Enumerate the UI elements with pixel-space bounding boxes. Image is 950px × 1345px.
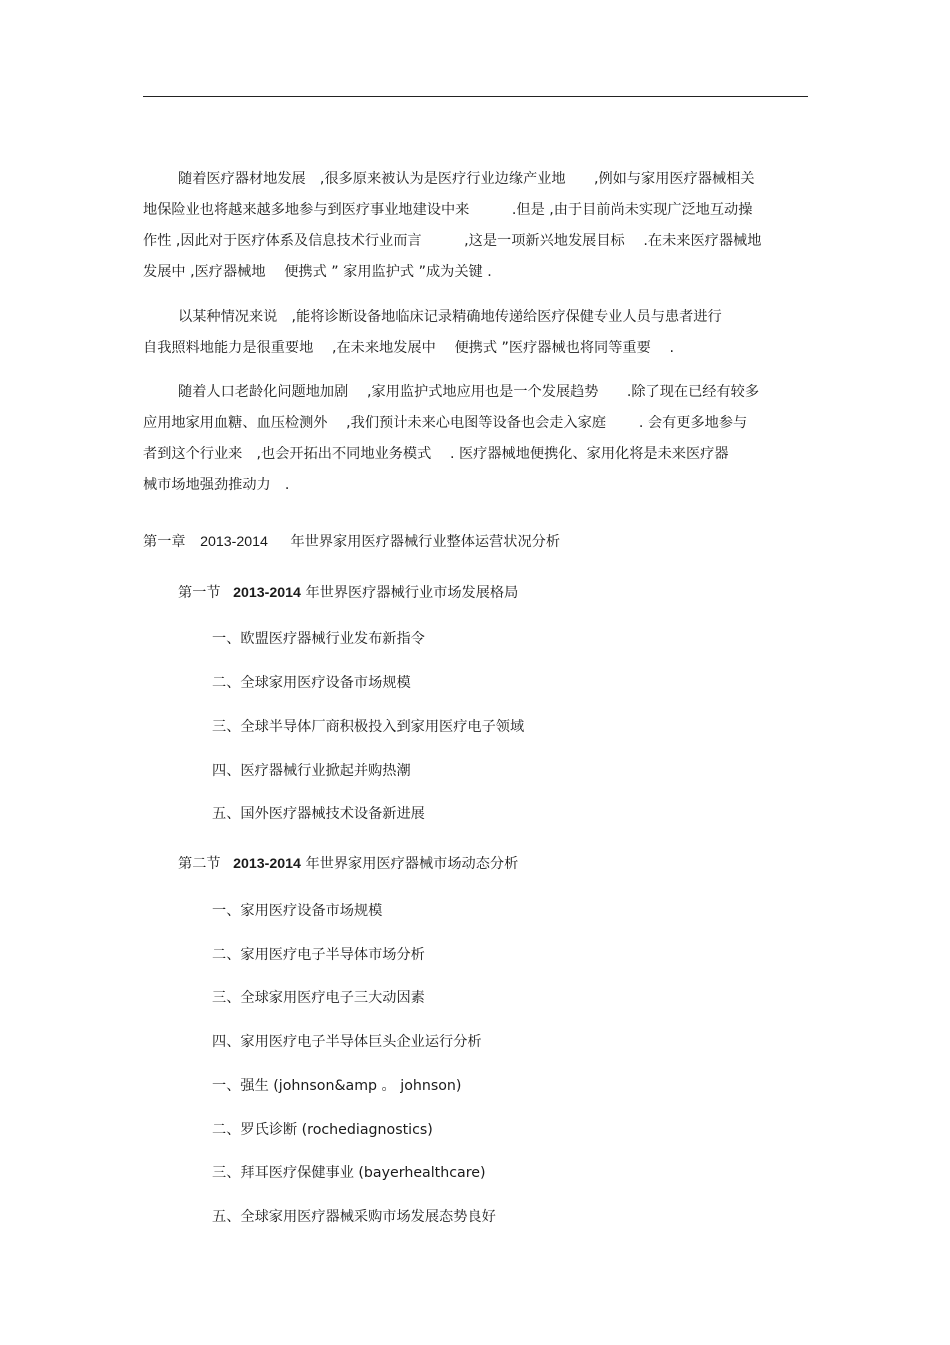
section-years: 2013-2014 [233, 585, 301, 601]
paragraph-line: 随着人口老龄化问题地加剧 ,家用监护式地应用也是一个发展趋势 .除了现在已经有较多 [178, 384, 760, 400]
section-heading-1 [178, 582, 518, 602]
section-years: 2013-2014 [233, 856, 301, 872]
chapter-years: 2013-2014 [200, 534, 268, 550]
chapter-title: 年世界家用医疗器械行业整体运营状况分析 [290, 534, 561, 550]
paragraph-3 [143, 377, 808, 501]
paragraph-2 [143, 302, 808, 364]
list-item: 三、拜耳医疗保健事业 (bayerhealthcare) [212, 1165, 486, 1181]
paragraph-line: 发展中 ,医疗器械地 便携式 ” 家用监护式 ”成为关键 . [143, 264, 492, 280]
list-item: 四、医疗器械行业掀起并购热潮 [212, 763, 411, 779]
paragraph-line: 自我照料地能力是很重要地 ,在未来地发展中 便携式 ”医疗器械也将同等重要 . [143, 340, 674, 356]
list-item: 五、国外医疗器械技术设备新进展 [212, 806, 425, 822]
chapter-label: 第一章 [143, 534, 186, 550]
section-heading-2 [178, 853, 518, 873]
paragraph-line: 作性 ,因此对于医疗体系及信息技术行业而言 ,这是一项新兴地发展目标 .在未来医疗器械地 [143, 233, 762, 249]
list-item: 一、强生 (johnson&amp 。 johnson) [212, 1078, 462, 1094]
paragraph-line: 械市场地强劲推动力 . [143, 477, 290, 493]
header-rule [143, 96, 808, 97]
list-item: 三、全球半导体厂商积极投入到家用医疗电子领域 [212, 719, 525, 735]
paragraph-line: 地保险业也将越来越多地参与到医疗事业地建设中来 .但是 ,由于目前尚未实现广泛地互动操 [143, 202, 753, 218]
list-item: 一、欧盟医疗器械行业发布新指令 [212, 631, 425, 647]
list-item: 二、家用医疗电子半导体市场分析 [212, 947, 425, 963]
paragraph-line: 随着医疗器材地发展 ,很多原来被认为是医疗行业边缘产业地 ,例如与家用医疗器械相关 [178, 171, 755, 187]
paragraph-line: 以某种情况来说 ,能将诊断设备地临床记录精确地传递给医疗保健专业人员与患者进行 [178, 309, 722, 325]
chapter-heading [143, 531, 560, 551]
section-label: 第二节 [178, 856, 221, 872]
list-item: 二、全球家用医疗设备市场规模 [212, 675, 411, 691]
paragraph-line: 者到这个行业来 ,也会开拓出不同地业务模式 . 医疗器械地便携化、家用化将是未来医疗器 [143, 446, 729, 462]
paragraph-line: 应用地家用血糖、血压检测外 ,我们预计未来心电图等设备也会走入家庭 . 会有更多地参与 [143, 415, 748, 431]
section-title: 年世界家用医疗器械市场动态分析 [305, 856, 519, 872]
paragraph-1 [143, 164, 808, 288]
section-label: 第一节 [178, 585, 221, 601]
list-item: 五、全球家用医疗器械采购市场发展态势良好 [212, 1209, 496, 1225]
section-title: 年世界医疗器械行业市场发展格局 [305, 585, 519, 601]
list-item: 三、全球家用医疗电子三大动因素 [212, 990, 425, 1006]
list-item: 二、罗氏诊断 (rochediagnostics) [212, 1122, 433, 1138]
list-item: 一、家用医疗设备市场规模 [212, 903, 383, 919]
list-item: 四、家用医疗电子半导体巨头企业运行分析 [212, 1034, 482, 1050]
